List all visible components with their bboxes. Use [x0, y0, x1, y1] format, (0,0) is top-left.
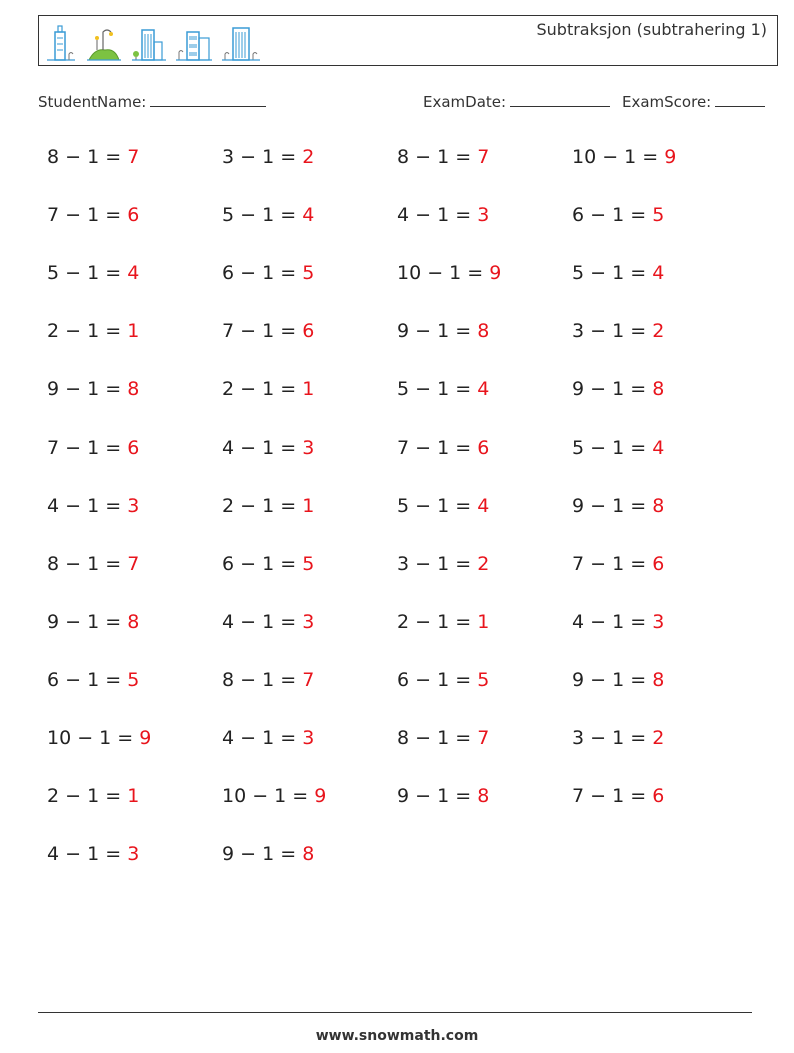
problem-item [572, 611, 664, 633]
problem-item [397, 262, 501, 284]
problem-item [47, 320, 139, 342]
footer-divider [38, 1012, 752, 1013]
problem-answer: 5 [127, 668, 140, 691]
problem-answer: 1 [127, 320, 140, 343]
problem-question: 9 − 1 = [572, 494, 653, 517]
problem-answer: 7 [477, 146, 490, 168]
problem-question: 2 − 1 = [47, 320, 128, 343]
problem-question: 9 − 1 = [397, 320, 478, 343]
problem-answer: 7 [302, 668, 315, 691]
problem-answer: 7 [127, 146, 140, 168]
student-name-blank[interactable] [150, 92, 266, 107]
office-building-icon [131, 24, 167, 62]
problem-item [47, 727, 151, 749]
problem-item [47, 204, 139, 226]
problem-answer: 1 [302, 378, 315, 401]
problem-item [397, 437, 489, 459]
problem-answer: 7 [127, 552, 140, 575]
problem-item [397, 553, 489, 575]
problem-item [397, 611, 489, 633]
problem-question: 4 − 1 = [47, 494, 128, 517]
problem-question: 6 − 1 = [572, 204, 653, 227]
problem-answer: 3 [302, 727, 315, 749]
student-name-label: StudentName: [38, 93, 147, 111]
problem-question: 10 − 1 = [397, 262, 490, 285]
problem-item [572, 204, 664, 226]
problem-question: 7 − 1 = [572, 785, 653, 808]
header-box [38, 15, 778, 66]
footer-website: www.snowmath.com [315, 1028, 479, 1044]
problem-item [222, 669, 314, 691]
problem-answer: 2 [652, 320, 665, 343]
problem-answer: 4 [127, 262, 140, 285]
skyscraper-icon [221, 24, 261, 62]
problem-answer: 5 [652, 204, 665, 227]
problem-question: 8 − 1 = [397, 727, 478, 749]
problem-question: 5 − 1 = [397, 494, 478, 517]
problem-question: 4 − 1 = [222, 727, 303, 749]
problem-question: 2 − 1 = [222, 378, 303, 401]
problem-question: 10 − 1 = [222, 785, 315, 808]
problem-question: 7 − 1 = [47, 204, 128, 227]
problem-question: 9 − 1 = [572, 668, 653, 691]
problem-question: 4 − 1 = [222, 436, 303, 459]
header-icons [45, 22, 261, 62]
problem-item [47, 553, 139, 575]
problem-question: 4 − 1 = [572, 610, 653, 633]
problem-question: 2 − 1 = [47, 785, 128, 808]
problem-item [397, 785, 489, 807]
problem-answer: 8 [127, 610, 140, 633]
problem-question: 7 − 1 = [222, 320, 303, 343]
problem-answer: 6 [127, 436, 140, 459]
problem-question: 5 − 1 = [222, 204, 303, 227]
problem-answer: 9 [314, 785, 327, 808]
problem-answer: 7 [477, 727, 490, 749]
problem-answer: 3 [302, 610, 315, 633]
problem-item [572, 727, 664, 749]
problem-answer: 3 [127, 843, 140, 866]
problem-answer: 9 [664, 146, 677, 168]
problem-item [572, 146, 676, 168]
problem-question: 2 − 1 = [222, 494, 303, 517]
problem-question: 8 − 1 = [222, 668, 303, 691]
problem-item [397, 204, 489, 226]
exam-date-blank[interactable] [510, 92, 610, 107]
problem-question: 2 − 1 = [397, 610, 478, 633]
problem-answer: 4 [477, 378, 490, 401]
problem-item [222, 843, 314, 865]
problem-question: 9 − 1 = [222, 843, 303, 866]
problem-question: 8 − 1 = [47, 146, 128, 168]
problem-question: 5 − 1 = [397, 378, 478, 401]
problem-item [222, 553, 314, 575]
office-block-icon [175, 24, 213, 62]
problem-answer: 4 [652, 436, 665, 459]
problem-item [47, 611, 139, 633]
problem-question: 5 − 1 = [572, 262, 653, 285]
problem-answer: 5 [477, 668, 490, 691]
problem-answer: 8 [302, 843, 315, 866]
problem-item [397, 378, 489, 400]
problem-item [397, 495, 489, 517]
problem-question: 8 − 1 = [397, 146, 478, 168]
problem-answer: 2 [477, 552, 490, 575]
problem-answer: 8 [652, 494, 665, 517]
problem-item [222, 495, 314, 517]
problem-item [222, 146, 314, 168]
problem-question: 5 − 1 = [572, 436, 653, 459]
problem-item [47, 437, 139, 459]
problem-item [47, 378, 139, 400]
problem-answer: 3 [477, 204, 490, 227]
problem-question: 9 − 1 = [572, 378, 653, 401]
problem-question: 10 − 1 = [572, 146, 665, 168]
exam-score-field [622, 92, 765, 111]
tower-building-icon [45, 24, 77, 62]
problem-question: 8 − 1 = [47, 552, 128, 575]
problem-item [222, 727, 314, 749]
problem-question: 3 − 1 = [397, 552, 478, 575]
problem-item [222, 378, 314, 400]
problem-question: 9 − 1 = [397, 785, 478, 808]
problem-question: 7 − 1 = [572, 552, 653, 575]
problem-item [222, 204, 314, 226]
problem-item [222, 320, 314, 342]
student-name-field [38, 92, 266, 111]
problem-question: 7 − 1 = [47, 436, 128, 459]
problem-answer: 5 [302, 262, 315, 285]
problem-item [47, 785, 139, 807]
problem-item [572, 262, 664, 284]
problem-answer: 8 [477, 785, 490, 808]
problem-item [47, 843, 139, 865]
problem-answer: 2 [302, 146, 315, 168]
problem-answer: 2 [652, 727, 665, 749]
problem-question: 4 − 1 = [397, 204, 478, 227]
problem-answer: 6 [652, 785, 665, 808]
problem-item [397, 320, 489, 342]
problem-item [222, 785, 326, 807]
problem-answer: 9 [489, 262, 502, 285]
problem-item [47, 669, 139, 691]
exam-date-field [423, 92, 610, 111]
worksheet-title: Subtraksjon (subtrahering 1) [536, 20, 767, 39]
problem-answer: 6 [127, 204, 140, 227]
problem-answer: 3 [302, 436, 315, 459]
problem-answer: 9 [139, 727, 152, 749]
problem-question: 7 − 1 = [397, 436, 478, 459]
problem-question: 9 − 1 = [47, 378, 128, 401]
problem-answer: 4 [302, 204, 315, 227]
park-tree-icon [85, 24, 123, 62]
problem-item [572, 378, 664, 400]
problem-answer: 1 [477, 610, 490, 633]
problem-answer: 8 [477, 320, 490, 343]
problem-question: 9 − 1 = [47, 610, 128, 633]
problem-question: 4 − 1 = [47, 843, 128, 866]
problem-item [222, 262, 314, 284]
problem-question: 3 − 1 = [222, 146, 303, 168]
exam-score-blank[interactable] [715, 92, 765, 107]
problem-item [397, 727, 489, 749]
problem-question: 6 − 1 = [222, 262, 303, 285]
problem-item [572, 669, 664, 691]
problem-item [47, 495, 139, 517]
problem-answer: 8 [652, 378, 665, 401]
problem-question: 6 − 1 = [222, 552, 303, 575]
problem-answer: 3 [652, 610, 665, 633]
problem-question: 6 − 1 = [397, 668, 478, 691]
problem-answer: 8 [652, 668, 665, 691]
problem-question: 4 − 1 = [222, 610, 303, 633]
problem-item [572, 495, 664, 517]
problem-answer: 8 [127, 378, 140, 401]
problem-question: 10 − 1 = [47, 727, 140, 749]
problem-answer: 6 [652, 552, 665, 575]
problem-item [222, 437, 314, 459]
problem-answer: 3 [127, 494, 140, 517]
problem-answer: 6 [477, 436, 490, 459]
problem-item [47, 262, 139, 284]
problem-answer: 6 [302, 320, 315, 343]
problem-question: 3 − 1 = [572, 320, 653, 343]
problem-item [47, 146, 139, 168]
problem-question: 6 − 1 = [47, 668, 128, 691]
problem-answer: 4 [652, 262, 665, 285]
problem-answer: 4 [477, 494, 490, 517]
problem-item [572, 553, 664, 575]
problem-answer: 1 [302, 494, 315, 517]
exam-score-label: ExamScore: [622, 93, 712, 111]
problem-question: 5 − 1 = [47, 262, 128, 285]
problem-answer: 1 [127, 785, 140, 808]
problem-item [222, 611, 314, 633]
problem-item [397, 146, 489, 168]
problem-item [572, 437, 664, 459]
problem-item [397, 669, 489, 691]
problem-item [572, 785, 664, 807]
problem-item [572, 320, 664, 342]
problem-answer: 5 [302, 552, 315, 575]
problem-question: 3 − 1 = [572, 727, 653, 749]
exam-date-label: ExamDate: [423, 93, 507, 111]
